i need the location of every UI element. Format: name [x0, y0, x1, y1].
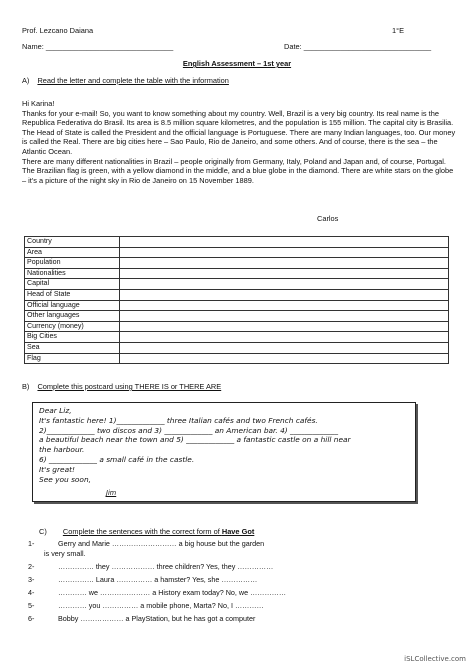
table-row [25, 237, 449, 248]
table-row [25, 279, 449, 290]
letter-paragraph: Thanks for your e-mail! So, you want to know something about my country. Well, Brazil is a very big country. Its real name is the Republica Federativa do Brasil. Its area is 8.5 million square kilometres, and the population is 155 million. The capital city is Brasilia. The Head of State is called the President and the official language is Portuguese. There are many Indian languages, too. Our money is called the Real. There are big cities here – Sao Paulo, Rio de Janeiro, and some others. And of course, there is the sea – the Atlantic Ocean. [22, 108, 456, 156]
exercise-item[interactable]: 4- ………… we ………………… a History exam today? No, we …………… [28, 588, 287, 597]
table-answer-cell[interactable] [120, 300, 449, 311]
table-row-label: Capital [25, 279, 120, 290]
table-answer-cell[interactable] [120, 321, 449, 332]
section-b-instruction: Complete this postcard using THERE IS or THERE ARE [37, 382, 222, 391]
table-row [25, 311, 449, 322]
name-field[interactable]: Name: _______________________________ [22, 42, 174, 51]
letter-greeting: Hi Karina! [22, 99, 55, 108]
table-answer-cell[interactable] [120, 311, 449, 322]
table-row-label: Currency (money) [25, 321, 120, 332]
section-c-heading [39, 527, 254, 537]
exercise-item[interactable]: 6- Bobby ……………… a PlayStation, but he has got a computer [28, 614, 256, 623]
table-row [25, 321, 449, 332]
table-row-label: Big Cities [25, 332, 120, 343]
letter-signature: Carlos [317, 214, 339, 223]
table-row [25, 268, 449, 279]
info-table [24, 236, 449, 364]
page-title: English Assessment – 1st year [182, 59, 292, 68]
table-answer-cell[interactable] [120, 237, 449, 248]
postcard-line[interactable]: 2)_____________ two discos and 3) _____________ an American bar. 4) _____________ [39, 425, 339, 435]
postcard-signature: Jim [106, 489, 117, 497]
grade-label: 1°E [392, 26, 404, 35]
table-row-label: Head of State [25, 289, 120, 300]
exercise-item[interactable]: 2- …………… they ……………… three children? Yes, they …………… [28, 562, 274, 571]
table-answer-cell[interactable] [120, 342, 449, 353]
table-answer-cell[interactable] [120, 353, 449, 364]
teacher-name: Prof. Lezcano Daiana [22, 26, 94, 35]
table-answer-cell[interactable] [120, 268, 449, 279]
postcard-line[interactable]: It's fantastic here! 1)_____________ three Italian cafés and two French cafés. [39, 415, 318, 425]
table-row [25, 258, 449, 269]
exercise-item[interactable]: 1- Gerry and Marie ……………………… a big house but the garden [28, 539, 265, 548]
postcard-line: It's great! [39, 464, 75, 474]
watermark: iSLCollective.com [404, 655, 466, 663]
section-c-letter: C) [39, 527, 47, 536]
postcard-line: the harbour. [39, 445, 85, 455]
postcard-line[interactable]: 6) _____________ a small café in the castle. [39, 454, 195, 464]
section-c-instruction: Complete the sentences with the correct form of Have Got [62, 527, 255, 536]
table-row-label: Country [25, 237, 120, 248]
table-row-label: Sea [25, 342, 120, 353]
letter-paragraph: There are many different nationalities in Brazil – people originally from Germany, Italy, Poland and Japan and, of course, Portugal. [22, 156, 446, 166]
table-answer-cell[interactable] [120, 258, 449, 269]
table-answer-cell[interactable] [120, 289, 449, 300]
section-b-letter: B) [22, 382, 30, 391]
section-a-heading [22, 76, 229, 86]
section-a-instruction: Read the letter and complete the table with the information [37, 76, 229, 85]
postcard [32, 402, 416, 502]
table-answer-cell[interactable] [120, 279, 449, 290]
table-row-label: Official language [25, 300, 120, 311]
postcard-line: See you soon, [39, 474, 91, 484]
date-field[interactable]: Date: _______________________________ [284, 42, 432, 51]
exercise-item-continuation: is very small. [44, 549, 86, 558]
table-row [25, 332, 449, 343]
section-a-letter: A) [22, 76, 30, 85]
table-row-label: Population [25, 258, 120, 269]
section-b-heading [22, 382, 221, 392]
postcard-line: Dear Liz, [39, 406, 72, 415]
table-row [25, 300, 449, 311]
table-row [25, 247, 449, 258]
have-got-emphasis: Have Got [221, 527, 255, 536]
table-answer-cell[interactable] [120, 332, 449, 343]
exercise-item[interactable]: 5- ………… you …………… a mobile phone, Marta? No, I ………… [28, 601, 264, 610]
table-row-label: Other languages [25, 311, 120, 322]
letter-paragraph: The Brazilian flag is green, with a yellow diamond in the middle, and a blue globe in the diamond. There are white stars on the globe – it's a picture of the night sky in Rio de Janeiro on 15 November 1889. [22, 166, 454, 185]
postcard-line[interactable]: a beautiful beach near the town and 5) _____________ a fantastic castle on a hill near [39, 435, 351, 445]
table-row-label: Flag [25, 353, 120, 364]
exercise-item[interactable]: 3- …………… Laura …………… a hamster? Yes, she …………… [28, 575, 258, 584]
table-row-label: Nationalities [25, 268, 120, 279]
table-row-label: Area [25, 247, 120, 258]
table-row [25, 289, 449, 300]
letter-text [22, 99, 456, 185]
table-row [25, 342, 449, 353]
table-answer-cell[interactable] [120, 247, 449, 258]
table-row [25, 353, 449, 364]
